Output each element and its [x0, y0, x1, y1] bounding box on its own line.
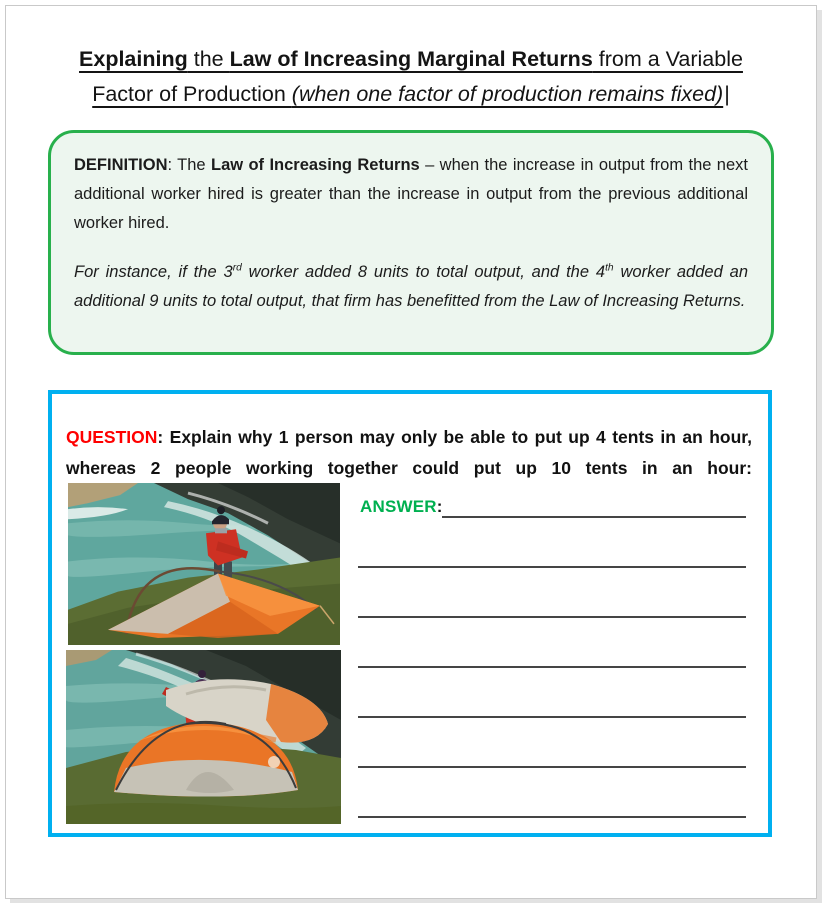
two-people-tent-with-flysheet-photo — [66, 650, 341, 824]
title-segment: Explaining — [79, 47, 188, 71]
text-cursor: | — [724, 82, 730, 106]
question-text: : — [157, 426, 170, 447]
definition-paragraph — [74, 151, 748, 238]
answer-blank-line[interactable] — [358, 618, 746, 668]
ordinal-superscript: th — [605, 262, 614, 274]
answer-label-text: ANSWER — [360, 497, 437, 516]
title-line-2 — [6, 77, 816, 112]
answer-blank-line[interactable] — [358, 518, 746, 568]
answer-label — [360, 497, 443, 517]
example-text: worker added an additional 9 units to total output, that firm has benefitted from the Law of Increasing Returns. — [74, 263, 748, 310]
title-segment: from a Variable — [592, 47, 743, 71]
definition-box — [48, 130, 774, 355]
question-paragraph — [66, 422, 752, 484]
title-segment: the — [187, 47, 230, 71]
answer-blank-line[interactable] — [358, 668, 746, 718]
tent-photo-2-illustration — [66, 650, 341, 824]
title-segment: Factor of Production — [92, 82, 292, 106]
title-segment: Law of Increasing Marginal Returns — [229, 47, 593, 71]
definition-text: : The — [167, 156, 211, 174]
example-text: worker added 8 units to total output, and the 4 — [241, 263, 606, 281]
answer-blank-line[interactable] — [358, 718, 746, 768]
title-segment: (when one factor of production remains fixed) — [291, 82, 724, 106]
definition-text: – when the increase in output from the next additional worker hired is greater than the increase in output from the previous additional worker hired. — [74, 156, 748, 232]
answer-lines — [358, 518, 746, 818]
definition-term: Law of Increasing Returns — [211, 156, 420, 174]
page-title — [6, 42, 816, 112]
question-label: QUESTION — [66, 426, 158, 447]
answer-label-colon: : — [436, 497, 443, 516]
definition-label: DEFINITION — [74, 156, 168, 174]
ordinal-superscript: rd — [232, 262, 242, 274]
one-person-pitching-tent-photo — [68, 483, 340, 645]
tent-photo-1-illustration — [68, 483, 340, 645]
question-text: Explain why 1 person may only be able to put up 4 tents in an hour, whereas 2 people working together could put up 10 tents in an hour: — [66, 426, 752, 478]
title-line-1 — [6, 42, 816, 77]
document-page — [5, 5, 817, 899]
question-box — [48, 390, 772, 837]
definition-example-paragraph — [74, 258, 748, 316]
answer-blank-line[interactable] — [358, 768, 746, 818]
example-text: For instance, if the 3 — [74, 263, 233, 281]
answer-blank-line[interactable] — [358, 568, 746, 618]
